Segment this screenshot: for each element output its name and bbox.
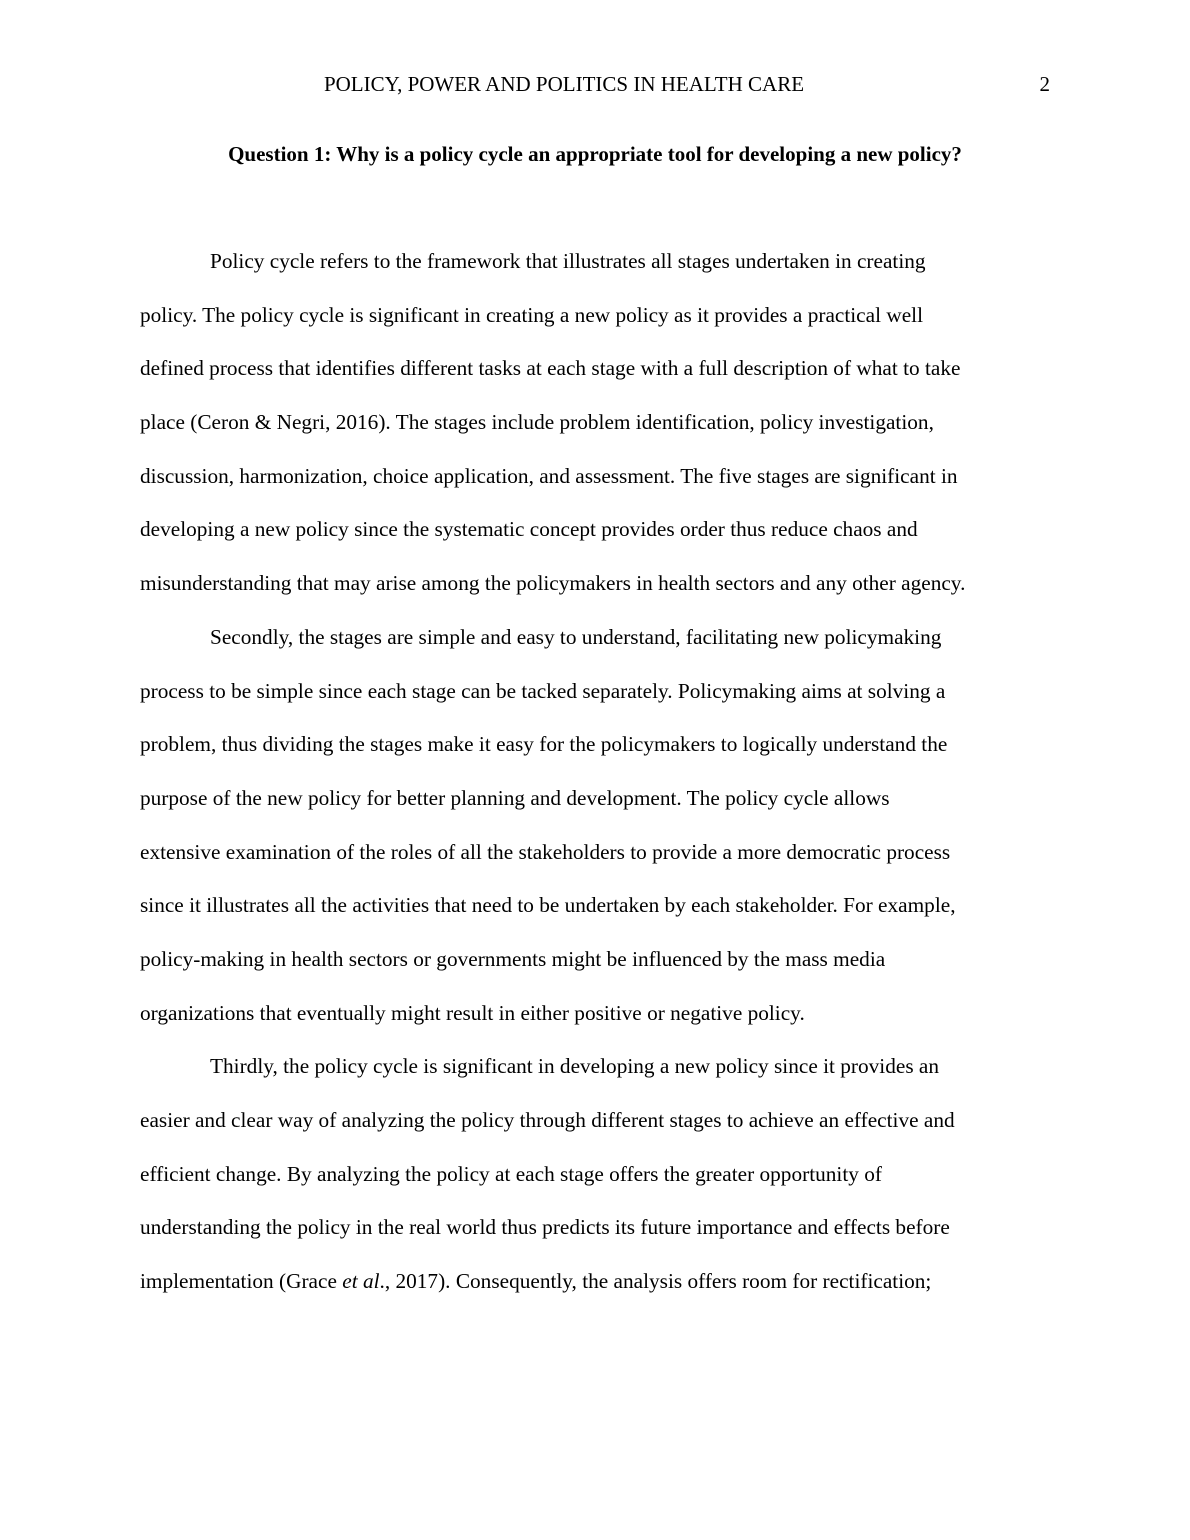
paragraph-line: Policy cycle refers to the framework that illustrates all stages undertaken in creating (210, 249, 926, 273)
paragraph-line: process to be simple since each stage can be tacked separately. Policymaking aims at solving a (140, 678, 946, 703)
question-heading: Question 1: Why is a policy cycle an appropriate tool for developing a new policy? (228, 142, 962, 166)
page-number: 2 (1039, 72, 1050, 96)
paragraph-line: policy. The policy cycle is significant in creating a new policy as it provides a practical well (140, 302, 923, 327)
paragraph-line: Thirdly, the policy cycle is significant in developing a new policy since it provides an (210, 1054, 940, 1079)
body-text (140, 235, 1060, 1309)
paragraph-line: developing a new policy since the systematic concept provides order thus reduce chaos and (140, 517, 918, 542)
paragraph-line: place (Ceron & Negri, 2016). The stages include problem identification, policy investigation, (140, 410, 934, 435)
paragraph-line: policy-making in health sectors or governments might be influenced by the mass media (140, 946, 886, 971)
paragraph-line: understanding the policy in the real world thus predicts its future importance and effects before (140, 1215, 950, 1240)
citation-et-al: et al (342, 1269, 380, 1294)
paragraph-line: problem, thus dividing the stages make it easy for the policymakers to logically understand the (140, 732, 948, 757)
citation-text-after: ., 2017). Consequently, the analysis offers room for rectification; (379, 1269, 932, 1294)
paragraph-line: since it illustrates all the activities that need to be undertaken by each stakeholder. For example, (140, 893, 956, 918)
paragraph-line: efficient change. By analyzing the policy at each stage offers the greater opportunity of (140, 1161, 882, 1186)
paragraph-2 (140, 611, 1060, 1041)
paragraph-line: extensive examination of the roles of all the stakeholders to provide a more democratic process (140, 839, 951, 864)
paragraph-1 (140, 235, 1060, 611)
paragraph-line: Secondly, the stages are simple and easy to understand, facilitating new policymaking (210, 624, 942, 649)
paragraph-3 (140, 1040, 1060, 1308)
paragraph-line: purpose of the new policy for better planning and development. The policy cycle allows (140, 785, 890, 810)
paragraph-line: easier and clear way of analyzing the policy through different stages to achieve an effective and (140, 1108, 955, 1132)
paragraph-line: misunderstanding that may arise among the policymakers in health sectors and any other agency. (140, 571, 966, 596)
paragraph-line-citation (140, 1255, 1060, 1309)
running-head: POLICY, POWER AND POLITICS IN HEALTH CARE (323, 72, 805, 96)
paragraph-line: defined process that identifies different tasks at each stage with a full description of what to take (140, 356, 961, 381)
paragraph-line: organizations that eventually might result in either positive or negative policy. (140, 1000, 805, 1025)
paragraph-line: discussion, harmonization, choice application, and assessment. The five stages are significant in (140, 463, 958, 488)
citation-text-before: implementation (Grace (140, 1269, 343, 1294)
